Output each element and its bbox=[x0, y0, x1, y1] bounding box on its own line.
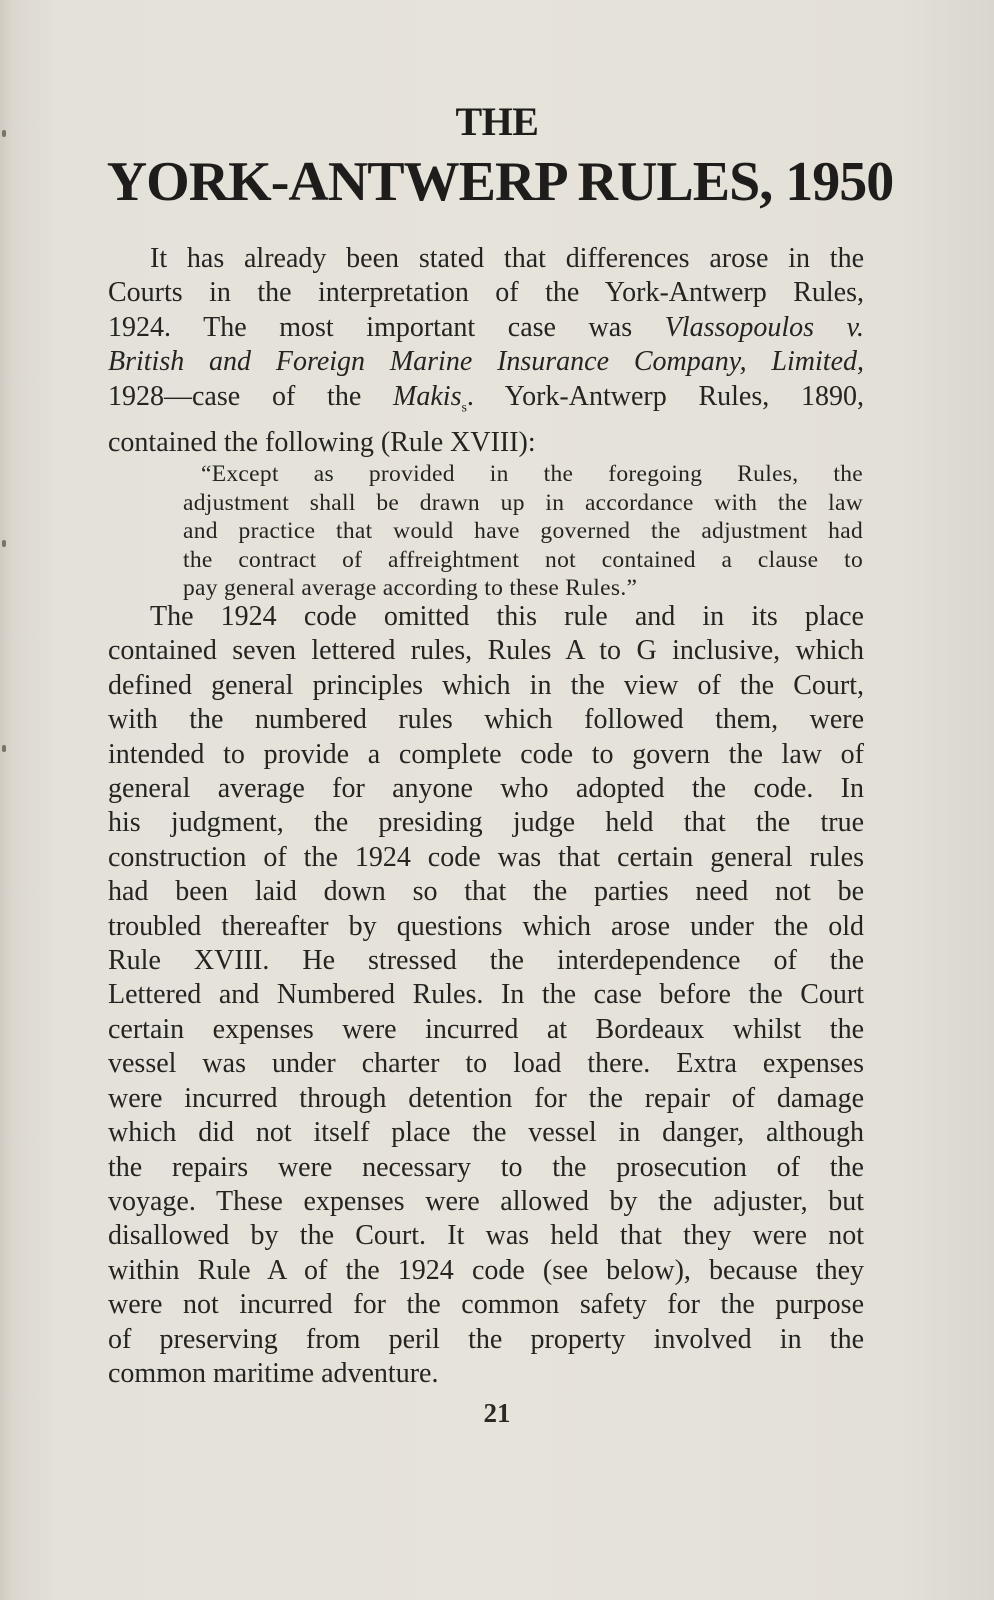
paragraph-line: disallowed by the Court. It was held that they were not bbox=[108, 1220, 864, 1252]
paragraph-line: certain expenses were incurred at Bordeaux whilst the bbox=[108, 1013, 864, 1045]
paragraph-line: defined general principles which in the view of the Court, bbox=[108, 669, 864, 701]
paragraph-line: Lettered and Numbered Rules. In the case before the Court bbox=[108, 979, 864, 1011]
page-edge-mark bbox=[2, 745, 6, 752]
paragraph-line bbox=[108, 380, 864, 426]
paragraph-line: The 1924 code omitted this rule and in its place bbox=[150, 601, 864, 632]
paragraph-line: construction of the 1924 code was that certain general rules bbox=[108, 841, 864, 873]
quote-line: and practice that would have governed the adjustment had bbox=[183, 518, 863, 544]
paragraph-line: were not incurred for the common safety for the purpose bbox=[108, 1289, 864, 1321]
page-edge-mark bbox=[2, 540, 6, 547]
paragraph-1 bbox=[108, 242, 864, 460]
paragraph-line: which did not itself place the vessel in danger, although bbox=[108, 1117, 864, 1149]
paragraph-line: common maritime adventure. bbox=[108, 1357, 439, 1389]
paragraph-line: general average for anyone who adopted the code. In bbox=[108, 773, 864, 805]
paragraph-line: were incurred through detention for the repair of damage bbox=[108, 1082, 864, 1114]
paragraph-line: Courts in the interpretation of the York-Antwerp Rules, bbox=[108, 277, 864, 309]
quote-line: adjustment shall be drawn up in accordance with the law bbox=[183, 489, 863, 516]
paragraph-line: intended to provide a complete code to govern the law of bbox=[108, 738, 864, 770]
paragraph-2 bbox=[108, 600, 864, 1391]
paragraph-line: voyage. These expenses were allowed by the adjuster, but bbox=[108, 1185, 864, 1217]
case-name-italic: Vlassopoulos v. bbox=[664, 311, 865, 343]
paragraph-line: Rule XVIII. He stressed the interdependence of the bbox=[108, 945, 864, 977]
paragraph-line bbox=[108, 345, 864, 379]
case-name-italic: British and Foreign Marine Insurance Company, Limited, bbox=[108, 346, 864, 378]
quote-line: pay general average according to these Rules.” bbox=[183, 575, 638, 601]
paragraph-line: contained the following (Rule XVIII): bbox=[108, 426, 536, 458]
page-number: 21 bbox=[483, 1398, 511, 1428]
quote-line: “Except as provided in the foregoing Rules, the bbox=[201, 461, 863, 487]
ship-name-italic: Makis bbox=[393, 380, 462, 412]
chapter-title-line-2: YORK-ANTWERP RULES, 1950 bbox=[106, 151, 894, 213]
text-segment: . York-Antwerp Rules, 1890, bbox=[466, 380, 865, 412]
paragraph-line: his judgment, the presiding judge held that the true bbox=[108, 807, 864, 839]
ship-subscript: s bbox=[461, 400, 467, 416]
paragraph-line: within Rule A of the 1924 code (see below), because they bbox=[108, 1254, 864, 1286]
text-segment: 1924. The most important case was bbox=[108, 311, 633, 343]
paragraph-line: It has already been stated that differences arose in the bbox=[150, 243, 864, 274]
paragraph-line bbox=[108, 311, 864, 345]
paragraph-line: with the numbered rules which followed them, were bbox=[108, 704, 864, 736]
paragraph-line: had been laid down so that the parties need not be bbox=[108, 876, 864, 908]
paragraph-line: the repairs were necessary to the prosecution of the bbox=[108, 1151, 864, 1183]
quote-line: the contract of affreightment not contained a clause to bbox=[183, 546, 863, 573]
block-quote bbox=[183, 460, 863, 603]
chapter-title-line-1: THE bbox=[455, 99, 539, 144]
paragraph-line: contained seven lettered rules, Rules A to G inclusive, which bbox=[108, 635, 864, 667]
paragraph-line: vessel was under charter to load there. Extra expenses bbox=[108, 1048, 864, 1080]
text-segment: 1928—case of the bbox=[108, 380, 362, 412]
paragraph-line: troubled thereafter by questions which arose under the old bbox=[108, 910, 864, 942]
paragraph-line: of preserving from peril the property involved in the bbox=[108, 1323, 864, 1355]
